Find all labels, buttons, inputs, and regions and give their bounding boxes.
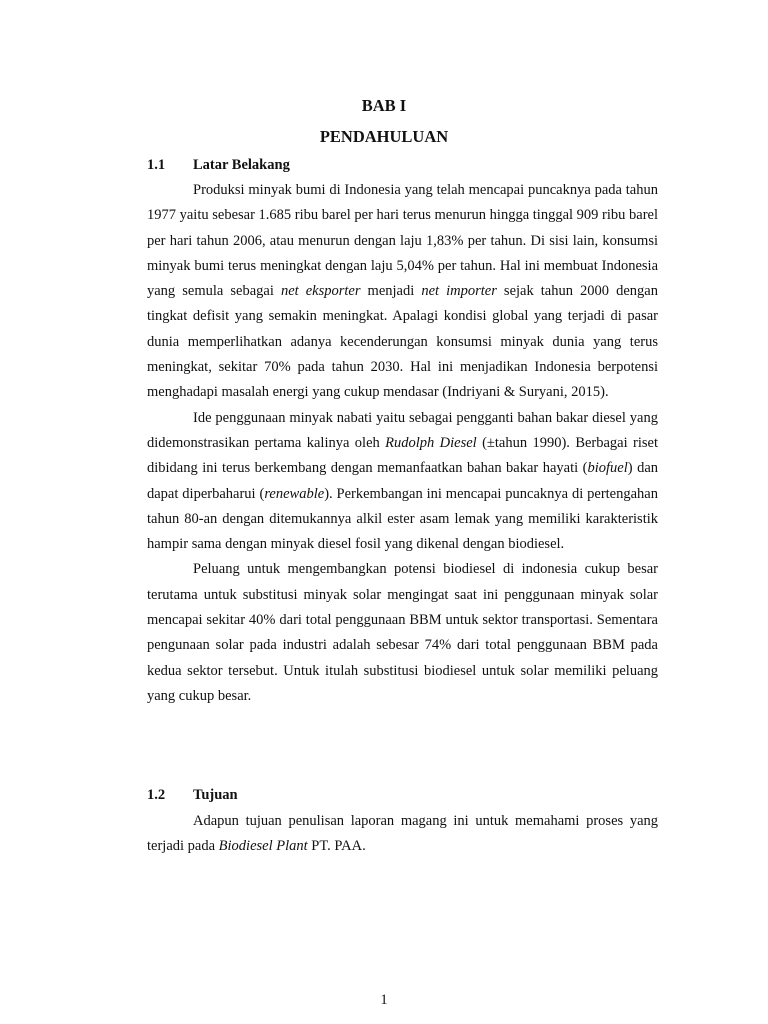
chapter-title: PENDAHULUAN [319, 127, 449, 146]
text-run: Adapun tujuan penulisan laporan magang ini untuk memahami proses yang terjadi pada [147, 813, 658, 855]
italic-term: net eksporter [280, 283, 361, 300]
text-run: Ide penggunaan minyak nabati yaitu sebagai pengganti bahan bakar diesel yang didemonstrasikan pertama kalinya oleh [147, 409, 658, 451]
text-run: sejak tahun 2000 dengan tingkat defisit yang semakin meningkat. Apalagi kondisi global yang terjadi di pasar dunia memperlihatkan adanya kecenderungan konsumsi minyak dunia yang terus meningkat, sekitar 70% pada tahun 2030. Hal ini menjadikan Indonesia berpotensi menghadapi masalah energi yang cukup mendasar (Indriyani & Suryani, 2015). [147, 283, 658, 401]
paragraph [147, 406, 658, 558]
text-run: PT. PAA. [307, 838, 366, 855]
text-run: ). Perkembangan ini mencapai puncaknya di pertengahan tahun 80-an dengan ditemukannya alkil ester asam lemak yang memiliki karakteristik hampir sama dengan minyak diesel fosil yang dikenal dengan biodiesel. [147, 485, 658, 553]
paragraph [147, 178, 658, 406]
italic-term: Rudolph Diesel [385, 434, 477, 451]
chapter-number: BAB I [361, 96, 407, 115]
italic-term: net importer [421, 283, 497, 300]
section-number: 1.2 [147, 787, 166, 803]
italic-term: biofuel [587, 460, 628, 477]
paragraph [147, 809, 658, 860]
text-run: menjadi [360, 283, 422, 300]
paragraph [147, 557, 658, 709]
text-run: Peluang untuk mengembangkan potensi biodiesel di indonesia cukup besar terutama untuk substitusi minyak solar mengingat saat ini penggunaan minyak solar mencapai sekitar 40% dari total penggunaan BBM untuk sektor transportasi. Sementara pengunaan solar pada industri adalah sebesar 74% dari total penggunaan BBM pada kedua sektor tersebut. Untuk itulah substitusi biodiesel untuk solar memiliki peluang yang cukup besar. [147, 561, 658, 704]
section-title: Latar Belakang [193, 157, 290, 173]
italic-term: renewable [264, 485, 325, 502]
text-run: ) dan dapat diperbaharui ( [147, 460, 659, 502]
italic-term: Biodiesel Plant [218, 838, 308, 855]
section-title: Tujuan [193, 787, 238, 803]
section-body-tujuan [147, 809, 658, 860]
text-run: (±tahun 1990). Berbagai riset dibidang ini terus berkembang dengan memanfaatkan bahan bakar hayati ( [147, 434, 658, 477]
page-number: 1 [380, 992, 388, 1008]
section-heading-tujuan [147, 787, 238, 804]
section-number: 1.1 [147, 157, 166, 173]
section-body-latar-belakang [147, 178, 658, 709]
section-heading-latar-belakang [147, 157, 290, 174]
text-run: Produksi minyak bumi di Indonesia yang telah mencapai puncaknya pada tahun 1977 yaitu sebesar 1.685 ribu barel per hari terus menurun hingga tinggal 909 ribu barel per hari tahun 2006, atau menurun dengan laju 1,83% per tahun. Di sisi lain, konsumsi minyak bumi terus meningkat dengan laju 5,04% per tahun. Hal ini membuat Indonesia yang semula sebagai [147, 182, 658, 300]
